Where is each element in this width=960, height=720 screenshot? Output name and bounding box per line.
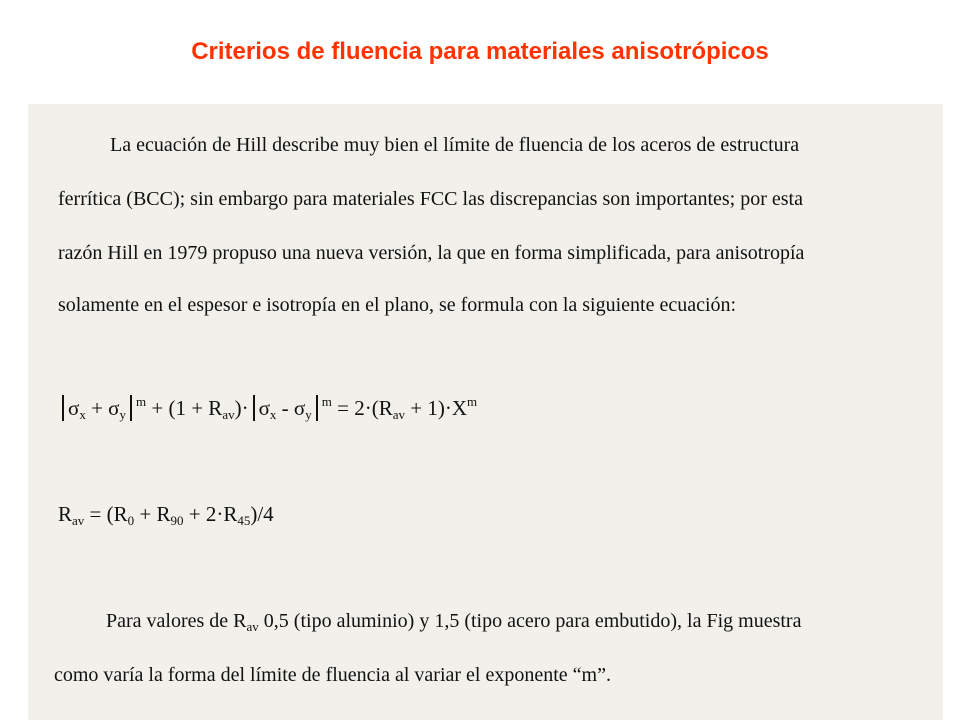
paragraph2-line-2: como varía la forma del límite de fluencia al variar el exponente “m”. <box>54 664 611 686</box>
scanned-document <box>28 104 943 720</box>
paragraph-line-4: solamente en el espesor e isotropía en el plano, se formula con la siguiente ecuación: <box>58 294 737 316</box>
hill-equation: $\sigma_x + \sigma_y^m + (1 + R_{av})\cdot \sigma_x - \sigma_y^m = 2\cdot(R_{av} + 1)\cdot X^m$ <box>58 394 477 423</box>
abs-bar <box>316 395 318 421</box>
paragraph-line-3: razón Hill en 1979 propuso una nueva versión, la que en forma simplificada, para anisotropía <box>58 242 805 264</box>
abs-bar <box>253 395 255 421</box>
paragraph-line-2: ferrítica (BCC); sin embargo para materiales FCC las discrepancias son importantes; por esta <box>58 188 803 210</box>
page-title: Criterios de fluencia para materiales anisotrópicos <box>191 38 769 65</box>
abs-bar <box>62 395 64 421</box>
abs-bar <box>130 395 132 421</box>
paragraph2-line-1: Para valores de $R_{av}$ 0,5 (tipo aluminio) y 1,5 (tipo acero para embutido), la Fig muestra <box>106 610 802 634</box>
paragraph-line-1: La ecuación de Hill describe muy bien el límite de fluencia de los aceros de estructura <box>110 134 800 156</box>
r-average-equation: $R_{av} = (R_0 + R_{90} + 2\cdot R_{45})/4$ <box>58 502 274 528</box>
